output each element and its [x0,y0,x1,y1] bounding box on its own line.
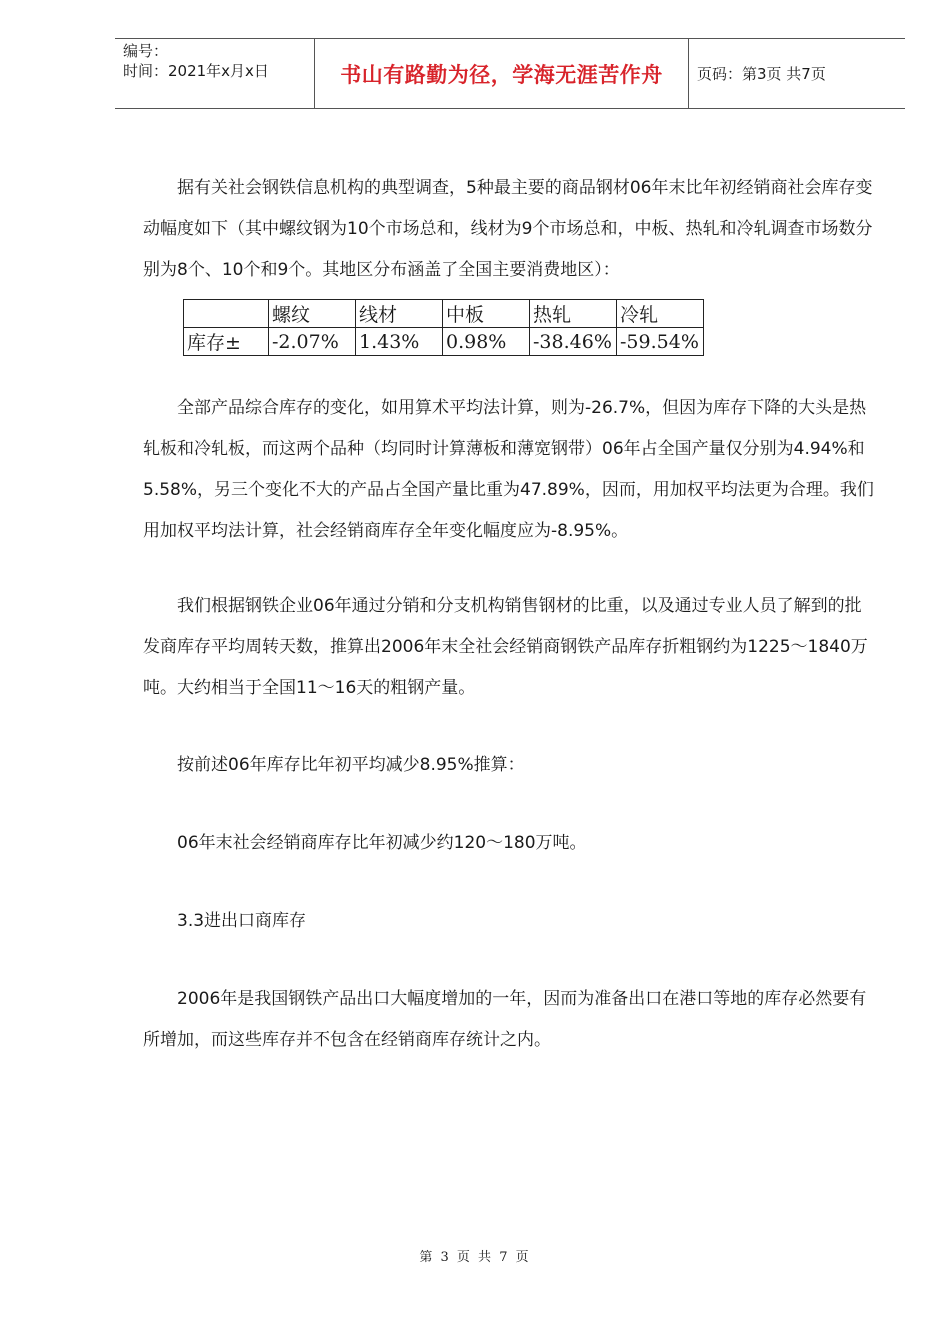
page-info-text: 页码：第3页 共7页 [697,65,826,83]
paragraph-2: 全部产品综合库存的变化，如用算术平均法计算，则为-26.7%，但因为库存下降的大头是热轧板和冷轧板，而这两个品种（均同时计算薄板和薄宽钢带）06年占全国产量仅分别为4.94%和5.58%，另三个变化不大的产品占全国产量比重为47.89%，因而，用加权平均法更为合理。我们用加权平均法计算，社会经销商库存全年变化幅度应为-8.95%。 [143,398,874,541]
paragraph-1: 据有关社会钢铁信息机构的典型调查，5种最主要的商品钢材06年末比年初经销商社会库存变动幅度如下（其中螺纹钢为10个市场总和，线材为9个市场总和，中板、热轧和冷轧调查市场数分别为8个、10个和9个。其地区分布涵盖了全国主要消费地区）： [143,178,873,280]
table-header-cell: 冷轧 [617,300,704,328]
table-cell: -59.54% [617,328,704,356]
table-header-cell: 线材 [356,300,443,328]
table-row-label: 库存± [184,328,269,356]
table-header-row [184,300,704,328]
section-heading-3-3: 3.3进出口商库存 [177,911,307,931]
table-cell: 0.98% [443,328,530,356]
table-header-cell: 中板 [443,300,530,328]
page-footer: 第 3 页 共 7 页 [419,1250,531,1265]
paragraph-4: 按前述06年库存比年初平均减少8.95%推算： [177,755,525,775]
table-header-cell: 螺纹 [269,300,356,328]
paragraph-3: 我们根据钢铁企业06年通过分销和分支机构销售钢材的比重，以及通过专业人员了解到的批发商库存平均周转天数，推算出2006年末全社会经销商钢铁产品库存折粗钢约为1225～1840万吨。大约相当于全国11～16天的粗钢产量。 [143,596,868,698]
motto-text: 书山有路勤为径，学海无涯苦作舟 [340,61,663,87]
inventory-change-table [183,299,704,356]
header-meta [115,39,315,108]
table-header-cell: 热轧 [530,300,617,328]
number-label: 编号： [123,42,169,60]
inventory-table-wrap [183,299,878,356]
table-row [184,328,704,356]
header-motto [315,39,689,108]
time-label: 时间：2021年x月x日 [123,62,269,80]
table-cell: -38.46% [530,328,617,356]
header-page-info [689,39,905,108]
table-cell: 1.43% [356,328,443,356]
paragraph-7: 2006年是我国钢铁产品出口大幅度增加的一年，因而为准备出口在港口等地的库存必然要有所增加，而这些库存并不包含在经销商库存统计之内。 [143,989,867,1050]
page-header [115,38,905,109]
document-body [143,168,878,1061]
table-cell: -2.07% [269,328,356,356]
paragraph-5: 06年末社会经销商库存比年初减少约120～180万吨。 [177,833,587,853]
table-header-cell [184,300,269,328]
